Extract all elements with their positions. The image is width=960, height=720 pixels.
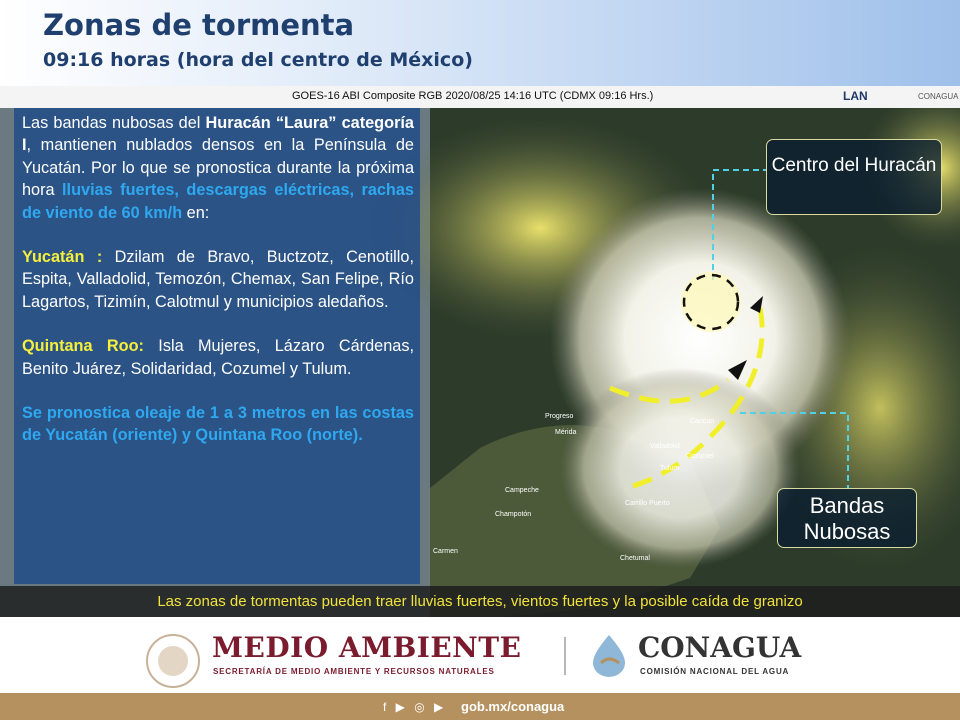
forecast-paragraph-quintana-roo	[22, 335, 414, 380]
storm-warning-note: Las zonas de tormentas pueden traer lluvias fuertes, vientos fuertes y la posible caída de granizo	[0, 586, 960, 617]
wave-forecast: Se pronostica oleaje de 1 a 3 metros en las costas de Yucatán (oriente) y Quintana Roo (norte).	[22, 404, 414, 445]
conagua-subtitle: COMISIÓN NACIONAL DEL AGUA	[640, 667, 790, 676]
logo-divider	[564, 637, 566, 675]
p1-text-c: , mantienen nublados densos en la Península de Yucatán. Por lo que se pronostica durante la próxima hora	[22, 136, 414, 200]
satellite-caption: GOES-16 ABI Composite RGB 2020/08/25 14:16 UTC (CDMX 09:16 Hrs.)	[292, 90, 654, 102]
yucatan-municipalities: Dzilam de Bravo, Buctzotz, Cenotillo, Espita, Valladolid, Temozón, Chemax, San Felipe, Río Lagartos, Tizimín, Calotmul y municipios aledaños.	[22, 248, 414, 311]
mexico-seal-icon	[146, 634, 200, 688]
quintana-roo-municipalities: Isla Mujeres, Lázaro Cárdenas, Benito Juárez, Solidaridad, Cozumel y Tulum.	[22, 337, 414, 378]
p1-text-a: Las bandas nubosas del	[22, 114, 206, 132]
hurricane-center-glow	[681, 272, 741, 332]
medio-ambiente-logo: MEDIO AMBIENTE	[212, 631, 522, 664]
p1-text-e: en:	[182, 203, 210, 222]
place-champoton: Champotón	[495, 511, 532, 518]
header-banner	[0, 0, 960, 86]
forecast-paragraph-1	[22, 112, 414, 224]
conagua-drop-icon	[587, 633, 631, 677]
page-subtitle: 09:16 horas (hora del centro de México)	[43, 49, 473, 71]
place-carrillo-puerto: Carrillo Puerto	[625, 500, 670, 507]
conagua-url-link[interactable]: gob.mx/conagua	[461, 699, 565, 714]
place-campeche: Campeche	[505, 487, 539, 494]
forecast-conditions: lluvias fuertes, descargas eléctricas, rachas de viento de 60 km/h	[22, 181, 414, 222]
hurricane-name: Huracán “Laura” categoría I	[22, 114, 414, 155]
hurricane-center-label: Centro del Huracán	[766, 139, 942, 215]
logos-bar	[0, 617, 960, 693]
place-merida: Mérida	[555, 429, 577, 436]
quintana-roo-label: Quintana Roo:	[22, 337, 144, 356]
place-tulum: Tulum	[660, 465, 680, 472]
conagua-small-logo: CONAGUA	[918, 92, 959, 101]
place-chetumal: Chetumal	[620, 555, 650, 562]
place-progreso: Progreso	[545, 413, 574, 420]
social-icons[interactable]: f ▶ ◎ ▶	[383, 700, 447, 714]
forecast-paragraph-yucatan	[22, 246, 414, 313]
lan-logo: LAN	[843, 89, 868, 103]
forecast-text-panel	[14, 108, 420, 584]
place-cozumel: Cozumel	[686, 453, 714, 460]
medio-ambiente-subtitle: SECRETARÍA DE MEDIO AMBIENTE Y RECURSOS NATURALES	[213, 667, 495, 676]
place-valladolid: Valladolid	[650, 443, 680, 450]
page-title: Zonas de tormenta	[43, 8, 355, 42]
conagua-logo: CONAGUA	[638, 631, 802, 664]
yucatan-label: Yucatán :	[22, 248, 103, 267]
bottom-bar	[0, 693, 960, 720]
satellite-caption-bar	[0, 86, 960, 109]
place-carmen: Carmen	[433, 548, 458, 555]
place-cancun: Cancun	[690, 418, 715, 425]
cloud-bands-label: Bandas Nubosas	[777, 488, 917, 548]
